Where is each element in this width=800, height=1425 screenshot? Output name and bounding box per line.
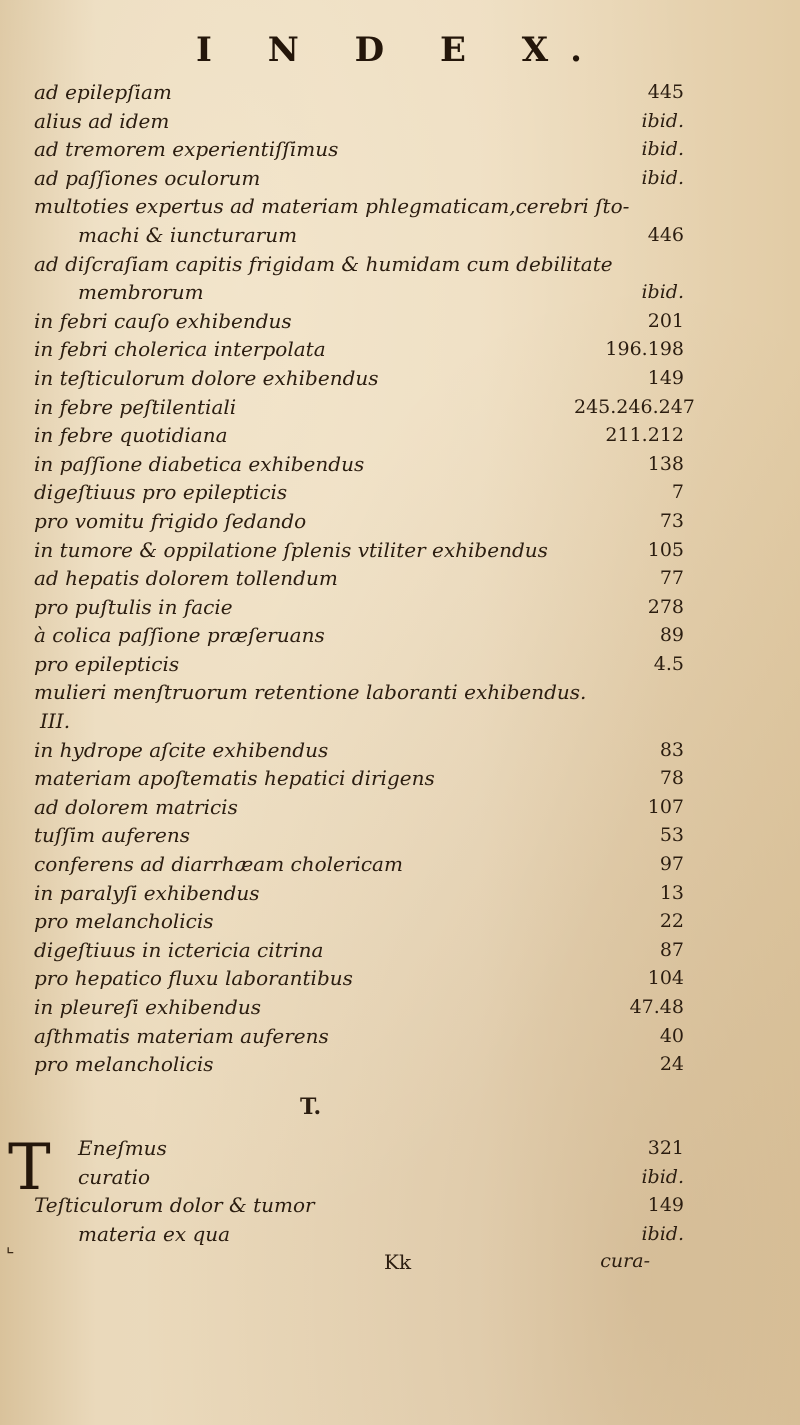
index-entry [34,421,684,450]
entry-text: in hydrope aſcite exhibendus [34,737,329,762]
entry-page-ref: 97 [659,853,684,876]
index-entry [34,1022,684,1051]
section-letter: T. [300,1094,322,1120]
index-entry [34,536,684,565]
index-entry [34,850,684,879]
entry-page-ref: 201 [647,309,684,332]
index-entry [34,507,684,536]
entry-page-ref: 4.5 [653,652,684,675]
index-entry [34,993,684,1022]
index-entry [34,1191,684,1220]
t-section-entries [34,1134,684,1248]
index-entry [34,278,684,307]
entry-text: materiam apoſtematis hepatici dirigens [34,766,435,791]
entry-page-ref: 321 [647,1137,684,1159]
index-entry [34,964,684,993]
entry-page-ref: 107 [647,795,684,818]
entry-text: Eneſmus [78,1136,167,1160]
catchword: cura- [600,1250,650,1272]
index-entry [34,707,634,736]
entry-text: ad hepatis dolorem tollendum [34,566,338,591]
entry-text: III. [40,709,71,734]
entry-text: ad diſcraſiam capitis frigidam & humidam cum debilitate [34,251,613,276]
entry-page-ref: 138 [647,452,684,475]
entry-text: curatio [78,1164,151,1189]
entry-page-ref: ibid. [641,166,684,189]
entry-text: Teſticulorum dolor & tumor [34,1193,315,1218]
entry-text: mulieri menſtruorum retentione laboranti exhibendus. [34,680,587,705]
index-entry [34,678,634,707]
entry-text: alius ad idem [34,108,170,133]
entry-page-ref: 446 [647,223,684,246]
index-entry [34,307,684,336]
index-entry [34,593,684,622]
index-entry [34,564,684,593]
entry-text: in febri cauſo exhibendus [34,308,292,333]
index-entry [34,1050,684,1079]
entry-text: in teſticulorum dolore exhibendus [34,365,379,390]
entry-text: ad tremorem experientiſſimus [34,137,339,162]
entry-page-ref: 104 [647,967,684,990]
index-entry [34,192,634,221]
index-entry [34,450,684,479]
entry-page-ref: ibid. [641,281,684,304]
signature-mark: Kk [384,1250,412,1274]
entry-page-ref: 278 [647,595,684,618]
entry-text: pro vomitu frigido ſedando [34,508,307,533]
entry-page-ref: 245.246.247 [574,395,695,418]
entry-text: pro puſtulis in facie [34,594,233,619]
entry-text: digeſtiuus pro epilepticis [34,480,288,505]
entry-page-ref: 47.48 [629,996,684,1018]
index-entry [34,107,684,136]
entry-page-ref: 89 [659,624,684,647]
entry-page-ref: 445 [647,81,684,103]
entry-page-ref: 196.198 [605,338,684,361]
index-entry [34,335,684,364]
index-entry [34,936,684,965]
index-entry [34,1220,684,1249]
entry-text: ad epilepſiam [34,80,172,104]
index-entry [34,764,684,793]
entry-text: in paſſione diabetica exhibendus [34,451,365,476]
entry-text: tuſſim auferens [34,823,191,848]
entry-text: ad paſſiones oculorum [34,165,261,190]
entry-page-ref: ibid. [641,1222,684,1245]
index-entry [34,621,684,650]
entry-text: à colica paſſione præſeruans [34,623,325,648]
entry-text: pro melancholicis [34,909,214,934]
index-entry [34,821,684,850]
entry-page-ref: ibid. [641,138,684,161]
entry-text: in tumore & oppilatione ſplenis vtiliter exhibendus [34,537,548,562]
index-entry [34,250,634,279]
ornament-mark: ⌞ [6,1236,15,1257]
entry-text: machi & iuncturarum [78,222,298,247]
entry-page-ref: ibid. [641,109,684,132]
entry-page-ref: 83 [659,738,684,761]
entry-text: membrorum [78,280,204,305]
index-entry [34,393,695,422]
index-entry [34,793,684,822]
entry-text: conferens ad diarrhæam cholericam [34,852,403,877]
entry-text: in febri cholerica interpolata [34,337,326,362]
index-entry [34,1134,684,1163]
entry-page-ref: 40 [659,1024,684,1047]
index-entries [34,78,695,1079]
entry-text: aſthmatis materiam auferens [34,1023,329,1048]
index-entry [34,879,684,908]
entry-text: pro melancholicis [34,1052,214,1077]
entry-text: in pleureſi exhibendus [34,995,261,1019]
index-entry [34,907,684,936]
index-entry [34,736,684,765]
entry-page-ref: 211.212 [605,424,684,447]
entry-page-ref: 7 [671,481,684,504]
entry-page-ref: 13 [659,881,684,904]
entry-text: in paralyſi exhibendus [34,880,260,905]
entry-page-ref: 77 [659,567,684,590]
entry-page-ref: ibid. [641,1165,684,1188]
index-entry [34,650,684,679]
page-title: I N D E X. [196,30,604,70]
entry-text: digeſtiuus in ictericia citrina [34,937,324,962]
entry-page-ref: 53 [659,824,684,847]
index-entry [34,1163,684,1192]
entry-text: in febre quotidiana [34,423,228,448]
index-entry [34,478,684,507]
entry-text: materia ex qua [78,1221,231,1246]
entry-text: pro epilepticis [34,651,180,676]
entry-text: in febre peſtilentiali [34,394,237,419]
index-entry [34,364,684,393]
entry-page-ref: 149 [647,366,684,389]
entry-page-ref: 73 [659,509,684,532]
entry-text: pro hepatico fluxu laborantibus [34,966,353,991]
entry-page-ref: 149 [647,1194,684,1217]
entry-page-ref: 105 [647,538,684,561]
entry-page-ref: 87 [659,938,684,961]
index-entry [34,164,684,193]
drop-cap: T [8,1131,51,1205]
index-entry [34,135,684,164]
entry-page-ref: 22 [659,910,684,933]
index-entry [34,78,684,107]
index-entry [34,221,684,250]
entry-page-ref: 78 [659,767,684,790]
entry-text: multoties expertus ad materiam phlegmaticam,cerebri ſto- [34,194,630,219]
entry-page-ref: 24 [659,1053,684,1076]
entry-text: ad dolorem matricis [34,794,238,819]
